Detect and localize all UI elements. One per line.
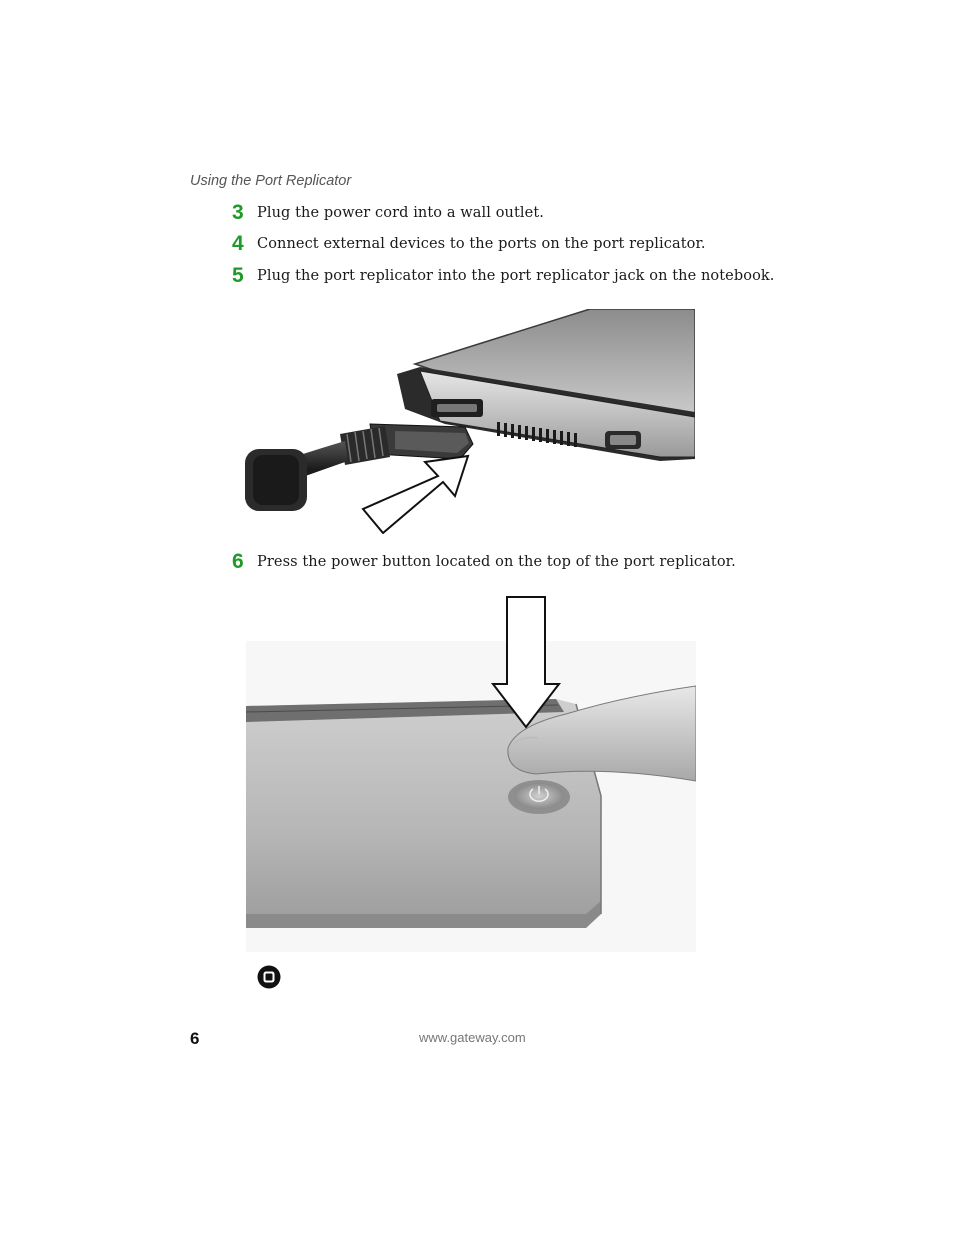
stop-icon xyxy=(257,965,281,989)
step-number: 6 xyxy=(232,550,244,573)
step-text: Connect external devices to the ports on the port replicator. xyxy=(257,236,706,252)
page-number: 6 xyxy=(190,1029,200,1048)
power-button-illustration xyxy=(246,596,696,952)
arrow-up-right-icon xyxy=(363,456,468,533)
step-number: 5 xyxy=(232,264,244,287)
footer-url: www.gateway.com xyxy=(419,1030,526,1045)
notebook-connector-illustration xyxy=(245,309,695,534)
step-text: Plug the port replicator into the port replicator jack on the notebook. xyxy=(257,268,775,284)
running-header: Using the Port Replicator xyxy=(190,173,352,189)
step-number: 3 xyxy=(232,201,244,224)
step-text: Press the power button located on the top of the port replicator. xyxy=(257,554,736,570)
step-text: Plug the power cord into a wall outlet. xyxy=(257,205,544,221)
step-number: 4 xyxy=(232,232,244,255)
